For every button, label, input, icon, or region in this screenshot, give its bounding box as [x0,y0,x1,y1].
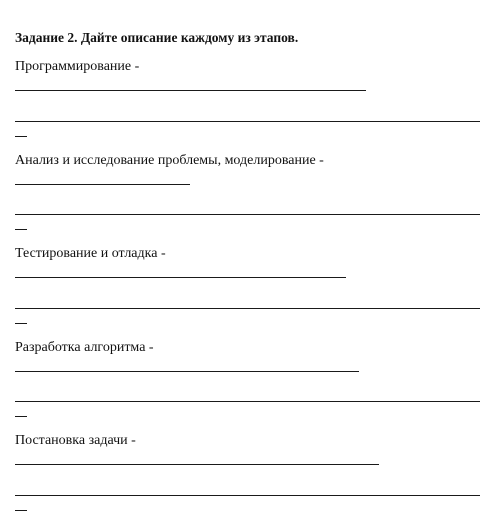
stage-label-testing: Тестирование и отладка - [15,246,166,261]
answer-line[interactable] [15,464,379,465]
stage-label-algorithm: Разработка алгоритма - [15,340,154,355]
stage-label-programming: Программирование - [15,59,140,74]
stage-label-problem-statement: Постановка задачи - [15,433,136,448]
task-title: Задание 2. Дайте описание каждому из этапов. [15,30,299,45]
answer-line[interactable] [15,121,480,122]
stage-label-analysis: Анализ и исследование проблемы, моделирование - [15,153,324,168]
answer-line[interactable] [15,214,480,215]
answer-line-end [15,510,27,511]
answer-line[interactable] [15,277,346,278]
answer-line[interactable] [15,495,480,496]
answer-line-end [15,416,27,417]
answer-line-end [15,323,27,324]
answer-line-end [15,229,27,230]
answer-line[interactable] [15,184,190,185]
answer-line[interactable] [15,308,480,309]
answer-line[interactable] [15,90,366,91]
answer-line[interactable] [15,371,359,372]
answer-line[interactable] [15,401,480,402]
answer-line-end [15,136,27,137]
